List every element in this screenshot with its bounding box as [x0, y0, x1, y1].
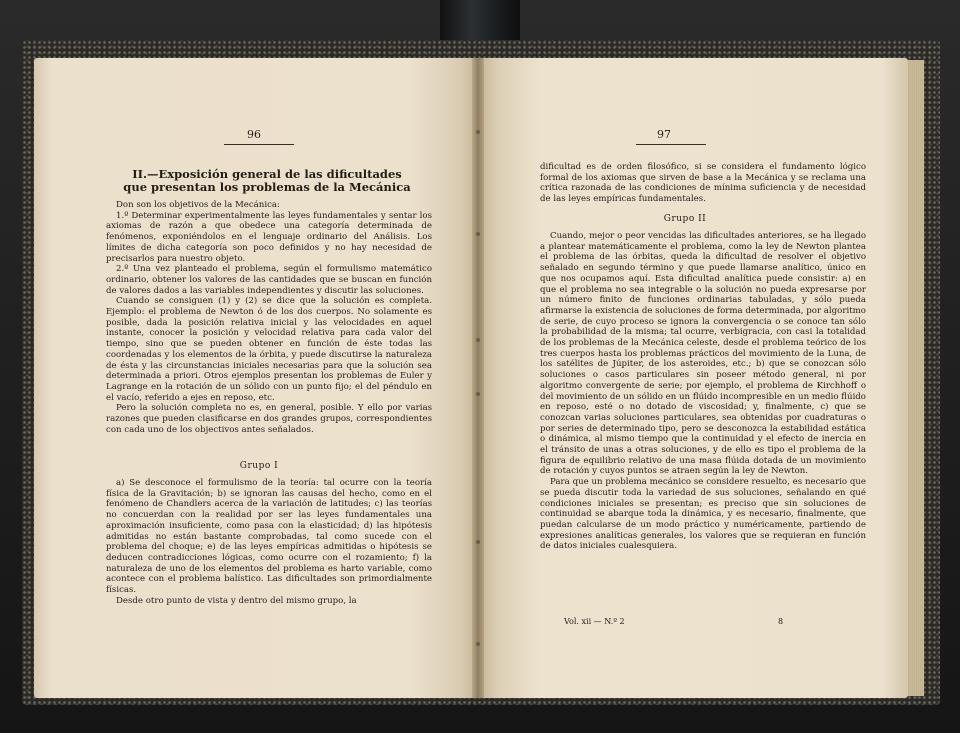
page-edges: [906, 60, 924, 696]
page-number-rule: [224, 144, 294, 145]
page-number: 97: [657, 128, 671, 141]
section-title: [94, 168, 440, 194]
group-paragraph: Para que un problema mecánico se considere resuelto, es necesario que se pueda discutir toda la variedad de sus soluciones, señalando en qué condiciones iniciales se presentan; es preciso que sin soluciones de continuidad se abarque toda la dinámica, y es necesario, finalmente, que puedan calcularse de un modo práctico y numéricamente, partiendo de expresiones analíticas generales, los valores que se requieran en función de datos iniciales cualesquiera.: [540, 477, 866, 552]
group-text: [106, 478, 432, 606]
intro-paragraph: 1.º Determinar experimentalmente las leyes fundamentales y sentar los axiomas de razón a que obedece una categoría determinada de fenómenos, exponiéndolos en el lenguaje ordinario del Análisis. Los límites de dicha categoría son poco definidos y no hay necesidad de precisarlos para nuestro objeto.: [106, 210, 432, 264]
intro-text: [106, 200, 432, 435]
intro-paragraph: Pero la solución completa no es, en general, posible. Y ello por varias razones que pueden clasificarse en dos grandes grupos, correspondientes con cada uno de los objectivos antes señalados.: [106, 403, 432, 435]
group-paragraph: Cuando, mejor o peor vencidas las dificultades anteriores, se ha llegado a plantear matemáticamente el problema, como la ley de Newton plantea el problema de las órbitas, queda la dificultad de resolver el objetivo señalado en segundo término y que puede llamarse analítico, único en que nos ocupamos aquí. Esta dificultad analítica puede consistir: a) en que el problema no sea integrable o la solución no pueda expresarse por un número finito de funciones ordinarias tabuladas, y sólo pueda afirmarse la existencia de soluciones de forma determinada, por algoritmo de serie, de cuyo proceso se ignora la convergencia o se conoce tan sólo la probabilidad de la misma; tal ocurre, verbigracia, con casi la totalidad de los problemas de la Mecánica celeste, desde el problema teórico de los tres cuerpos hasta los problemas prácticos del movimiento de la Luna, de los satélites de Júpiter, de los asteroides, etc.; b) que se conozcan sólo soluciones o casos particulares sin poseer método general, ni por algoritmo convergente de serie; por ejemplo, el problema de Kirchhoff o del movimiento de un sólido en un flúido incompresible en un medio flúido en reposo, esté o no dotado de viscosidad; y, finalmente, c) que se conozcan varias soluciones particulares, sea obtenidas por cuadraturas o por series de determinado tipo, pero se desconozca la estabilidad estática o dinámica, al mismo tiempo que la continuidad y el efecto de inercia en el tránsito de unas a otras soluciones, y de ello es tipo el problema de la figura de equilibrio relativo de una masa flúida dotada de un movimiento de rotación y cuyos puntos se atraen según la ley de Newton.: [540, 231, 866, 477]
page-number-rule: [636, 144, 706, 145]
group-text: [540, 231, 866, 552]
stitch-hole: [476, 642, 480, 646]
stitch-hole: [476, 338, 480, 342]
page-number: 96: [247, 128, 261, 141]
group-paragraph: Desde otro punto de vista y dentro del mismo grupo, la: [116, 595, 357, 606]
group-heading: Grupo I: [239, 461, 279, 471]
group-paragraph: a) Se desconoce el formulismo de la teoría: tal ocurre con la teoría física de la Gravitación; b) se ignoran las causas del hecho, como en el fenómeno de Chandlers acerca de la variación de latitudes; c) las teorías no concuerdan con la realidad por ser las leyes fundamentales una aproximación insuficiente, como pasa con la elasticidad; d) las hipótesis admitidas no están bastante comprobadas, tal como sucede con el problema del choque; e) de las leyes empíricas admitidas o hipótesis se deducen contradicciones lógicas, como ocurre con el rozamiento; f) la naturaleza de uno de los elementos del problema es harto variable, como acontece con el problema balístico. Las dificultades son primordialmente físicas.: [106, 478, 432, 596]
section-title-line1: II.—Exposición general de las dificultades: [132, 167, 402, 181]
intro-paragraph: Cuando se consiguen (1) y (2) se dice que la solución es completa. Ejemplo: el problema de Newton ó de los dos cuerpos. No solamente es posible, dada la posición relativa inicial y las velocidades en aquel instante, conocer la posición y velocidad relativa para cada valor del tiempo, sino que se pueden obtener en función de éste todas las coordenadas y los elementos de la órbita, y puede discutirse la naturaleza de ésta y las circunstancias iniciales necesarias para que la solución sea determinada a priori. Otros ejemplos presentan los problemas de Euler y Lagrange en la rotación de un sólido con un punto fijo; el del péndulo en el vacío, referido a ejes en reposo, etc.: [106, 296, 432, 403]
right-page: [480, 58, 908, 698]
continuation-text: [540, 162, 866, 205]
footer-signature: 8: [778, 617, 784, 626]
stitch-hole: [476, 540, 480, 544]
group-heading: Grupo II: [663, 214, 707, 224]
stitch-hole: [476, 130, 480, 134]
book-spine: [440, 0, 520, 40]
stitch-hole: [476, 232, 480, 236]
footer-volume: Vol. xii — N.º 2: [564, 617, 625, 626]
section-title-line2: que presentan los problemas de la Mecánica: [123, 180, 411, 194]
continuation-paragraph: dificultad es de orden filosófico, si se considera el fundamento lógico formal de los axiomas que sirven de base a la Mecánica y se reclama una crítica razonada de las condiciones de mínima suficiencia y de necesidad de las leyes empíricas fundamentales.: [540, 162, 866, 205]
left-page: [34, 58, 478, 698]
intro-paragraph: 2.º Una vez planteado el problema, según el formulismo matemático ordinario, obtener los valores de las cantidades que se buscan en función de valores dados a las variables independientes y discutir las soluciones.: [106, 264, 432, 296]
stitch-hole: [476, 392, 480, 396]
book-gutter: [472, 58, 484, 698]
intro-paragraph: Don son los objetivos de la Mecánica:: [116, 200, 280, 210]
